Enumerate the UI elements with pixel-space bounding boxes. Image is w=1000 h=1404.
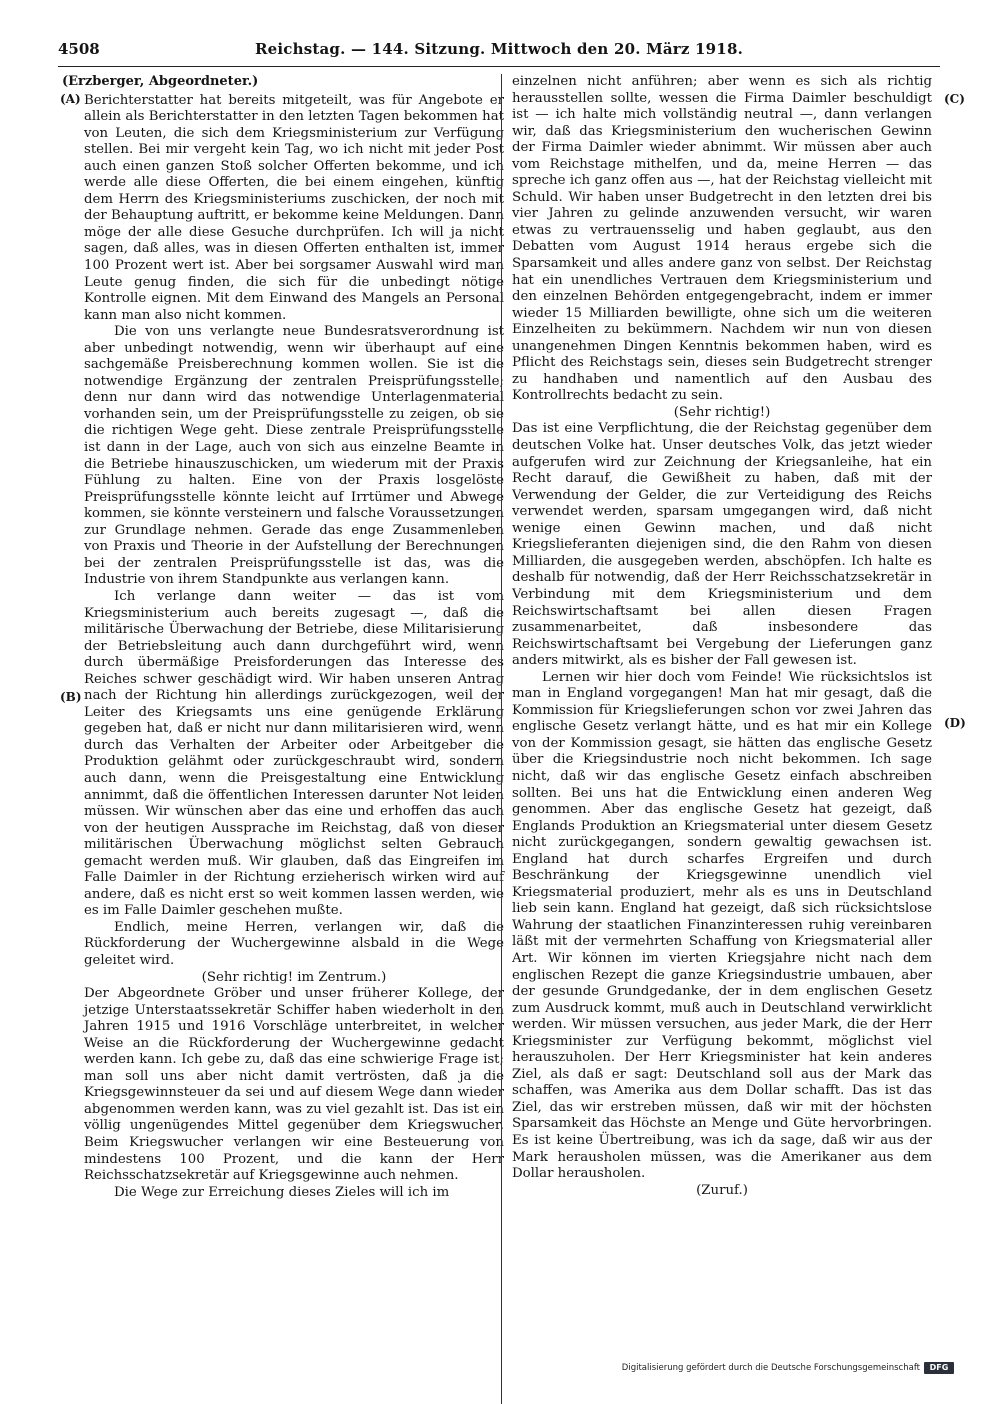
dfg-logo-icon: DFG — [924, 1362, 954, 1374]
paragraph: Endlich, meine Herren, verlangen wir, daß die Rückforderung der Wuchergewinne alsbald in die Wege geleitet wird. — [84, 919, 504, 968]
column-divider — [501, 74, 502, 1404]
margin-marker-b: (B) — [60, 690, 82, 704]
page-header — [58, 40, 940, 64]
paragraph: Berichterstatter hat bereits mitgeteilt, was für Angebote er allein als Berichterstatter in den letzten Tagen bekommen hat von Leuten, die sich dem Kriegsministerium zur Verfügung stellen. Bei mir vergeht kein Tag, wo ich nicht mit jeder Post auch einen ganzen Stoß solcher Offerten bekomme, und ich werde alle diese Offerten, die bei einem eingehen, künftig dem Herrn des Kriegsministeriums zuschicken, der noch mit der Behauptung auftritt, er bekomme keine Meldungen. Dann möge der alle diese Gesuche durchprüfen. Ich will ja nicht sagen, daß alles, was in diesen Offerten enthalten ist, immer 100 Prozent wert ist. Aber bei sorgsamer Auswahl wird man Leute genug finden, die sich für die unbedingt nötige Kontrolle eignen. Mit dem Einwand des Mangels an Personal kann man also nicht kommen. — [84, 92, 504, 323]
left-column — [62, 74, 504, 1201]
paragraph: Die Wege zur Erreichung dieses Zieles will ich im — [114, 1184, 450, 1200]
footer-credit — [622, 1362, 954, 1374]
interjection: (Sehr richtig! im Zentrum.) — [201, 969, 387, 985]
paragraph: Das ist eine Verpflichtung, die der Reichstag gegenüber dem deutschen Volke hat. Unser deutsches Volk, das jetzt wieder aufgerufen wird zur Zeichnung der Kriegsanleihe, hat ein Recht darauf, die Gewißheit zu haben, daß mit der Verwendung der Gelder, die zur Verteidigung des Reichs verwendet werden, sparsam umgegangen wird, daß nicht wenige einen Gewinn machen, und daß nicht Kriegslieferanten diejenigen sind, die den Rahm von diesen Milliarden, die ausgegeben werden, abschöpfen. Ich halte es deshalb für notwendig, daß der Herr Reichsschatzsekretär in Verbindung mit dem Kriegsministerium und dem Reichswirtschaftsamt bei allen diesen Fragen zusammenarbeitet, daß insbesondere das Reichswirtschaftsamt bei Vergebung der Lieferungen ganz anders mitwirkt, als es bisher der Fall gewesen ist. — [512, 421, 932, 669]
paragraph: Ich verlange dann weiter — das ist vom Kriegsministerium auch bereits zugesagt —, daß die militärische Überwachung der Betriebe, diese Militarisierung der Betriebsleitung auch dann durchgeführt wird, wenn durch übermäßige Preisforderungen das Interesse des Reiches schwer geschädigt wird. Wir haben unseren Antrag nach der Richtung hin allerdings zurückgezogen, weil der Leiter des Kriegsamts uns eine genügende Erklärung gegeben hat, daß er nicht nur dann militarisieren wird, wenn durch das Verhalten der Arbeiter oder Arbeitgeber die Produktion gelähmt oder zurückgeschraubt wird, sondern auch dann, wenn die Preisgestaltung eine Entwicklung annimmt, daß die öffentlichen Interessen darunter Not leiden müssen. Wir wünschen aber das eine und erhoffen das auch von der heutigen Aussprache im Reichstag, daß von dieser militärischen Überwachung möglichst selten Gebrauch gemacht werden muß. Wir glauben, daß das Eingreifen im Falle Daimler in der Richtung erzieherisch wirken wird auf andere, daß es nicht erst so weit kommen lassen werden, wie es im Falle Daimler geschehen mußte. — [84, 588, 504, 919]
margin-marker-a: (A) — [60, 92, 81, 106]
paragraph: Die von uns verlangte neue Bundesratsverordnung ist aber unbedingt notwendig, wenn wir überhaupt auf eine sachgemäße Preisberechnung kommen wollen. Sie ist die notwendige Ergänzung der zentralen Preisprüfungsstelle; denn nur dann wird das notwendige Unterlagenmaterial vorhanden sein, um der Preisprüfungsstelle zu zeigen, ob sie die richtigen Wege geht. Diese zentrale Preisprüfungsstelle ist dann in der Lage, auch von sich aus einzelne Beamte in die Betriebe hinauszuschicken, um wiederum mit der Praxis Fühlung zu halten. Eine von der Praxis losgelöste Preisprüfungsstelle könnte leicht auf Irrtümer und Abwege kommen, sie könnte versteinern und falsche Voraussetzungen zur Grundlage nehmen. Gerade das enge Zusammenleben von Praxis und Theorie in der Aufstellung der Berechnungen bei der zentralen Preisprüfungsstelle ist das, was die Industrie von ihrem Standpunkte aus verlangen kann. — [84, 324, 504, 588]
paragraph: einzelnen nicht anführen; aber wenn es sich als richtig herausstellen sollte, wessen die Firma Daimler beschuldigt ist — ich halte mich vollständig neutral —, dann verlangen wir, daß das Kriegsministerium den wucherischen Gewinn der Firma Daimler wieder abnimmt. Wir müssen aber auch vom Reichstage mithelfen, und da, meine Herren — das spreche ich ganz offen aus —, hat der Reichstag vielleicht mit Schuld. Wir haben unser Budgetrecht in den letzten drei bis vier Jahren zu gelinde anzuwenden versucht, wir waren etwas zu vertrauensselig und haben geglaubt, aus den Debatten vom August 1914 heraus ergebe sich die Sparsamkeit und alles andere ganz von selbst. Der Reichstag hat ein unendliches Vertrauen dem Kriegsministerium und den einzelnen Behörden entgegengebracht, indem er immer wieder 15 Milliarden bewilligte, ohne sich um die weiteren Einzelheiten zu bekümmern. Nachdem wir nun von diesen unangenehmen Dingen Kenntnis bekommen haben, wird es Pflicht des Reichstags sein, dieses sein Budgetrecht strenger zu handhaben und namentlich auf den Ausbau des Kontrollrechts bedacht zu sein. — [512, 74, 932, 404]
running-title: Reichstag. — 144. Sitzung. Mittwoch den 20. März 1918. — [254, 40, 744, 58]
paragraph: Lernen wir hier doch vom Feinde! Wie rücksichtslos ist man in England vorgegangen! Man hat mir gesagt, daß die Kommission für Kriegslieferungen schon vor zwei Jahren das englische Gesetz verlangt hätte, und es hat mir ein Kollege von der Kommission gesagt, sie hätten das englische Gesetz über die Kriegsindustrie noch nicht bekommen. Ich sage nicht, daß wir das englische Gesetz einfach abschreiben sollten. Bei uns hat die Entwicklung einen anderen Weg genommen. Aber das englische Gesetz hat gezeigt, daß Englands Produktion an Kriegsmaterial unter diesem Gesetz nicht zurückgegangen, sondern gewaltig gewachsen ist. England hat durch scharfes Ergreifen und durch Beschränkung der Kriegsgewinne unendlich viel Kriegsmaterial produziert, mehr als es uns in Deutschland lieb sein kann. England hat gezeigt, daß sich rücksichtslose Wahrung der staatlichen Finanzinteressen ruhig vereinbaren läßt mit der vermehrten Schaffung von Kriegsmaterial aller Art. Wir können im vierten Kriegsjahre nicht nach dem englischen Rezept die ganze Kriegsindustrie umbauen, aber der gesunde Grundgedanke, der in dem englischen Gesetz zum Ausdruck kommt, muß auch in Deutschland verwirklicht werden. Wir müssen versuchen, aus jeder Mark, die der Herr Kriegsminister zur Verfügung bekommt, möglichst viel herauszuholen. Der Herr Kriegsminister hat kein anderes Ziel, als daß er sagt: Deutschland soll aus der Mark das schaffen, was Amerika aus dem Dollar schafft. Das ist das Ziel, das wir erstreben müssen, daß wir mit der höchsten Sparsamkeit das Höchste an Menge und Güte hervorbringen. Es ist keine Übertreibung, was ich da sage, daß wir aus der Mark herausholen müssen, was die Amerikaner aus dem Dollar herausholen. — [512, 669, 932, 1182]
interjection: (Zuruf.) — [696, 1182, 748, 1198]
interjection: (Sehr richtig!) — [673, 404, 771, 420]
margin-marker-d: (D) — [944, 716, 966, 730]
header-rule — [58, 66, 940, 67]
speaker-tag: (Erzberger, Abgeordneter.) — [62, 74, 259, 89]
right-column — [512, 74, 932, 1199]
page-number: 4508 — [58, 40, 100, 58]
footer-text: Digitalisierung gefördert durch die Deutsche Forschungsgemeinschaft — [621, 1363, 920, 1373]
margin-marker-c: (C) — [944, 92, 965, 106]
paragraph: Der Abgeordnete Gröber und unser früherer Kollege, der jetzige Unterstaatssekretär Schiffer haben wiederholt in den Jahren 1915 und 1916 Vorschläge unterbreitet, in welcher Weise an die Rückforderung der Wuchergewinne gedacht werden kann. Ich gebe zu, daß das eine schwierige Frage ist; man soll uns aber nicht damit vertrösten, daß ja die Kriegsgewinnsteuer da sei und auf diesem Wege dann wieder abgenommen werden kann, was zu viel gezahlt ist. Das ist ein völlig ungenügendes Mittel gegenüber dem Kriegswucher. Beim Kriegswucher verlangen wir eine Besteuerung von mindestens 100 Prozent, und die kann der Herr Reichsschatzsekretär auf Kriegsgewinne auch nehmen. — [84, 986, 504, 1184]
